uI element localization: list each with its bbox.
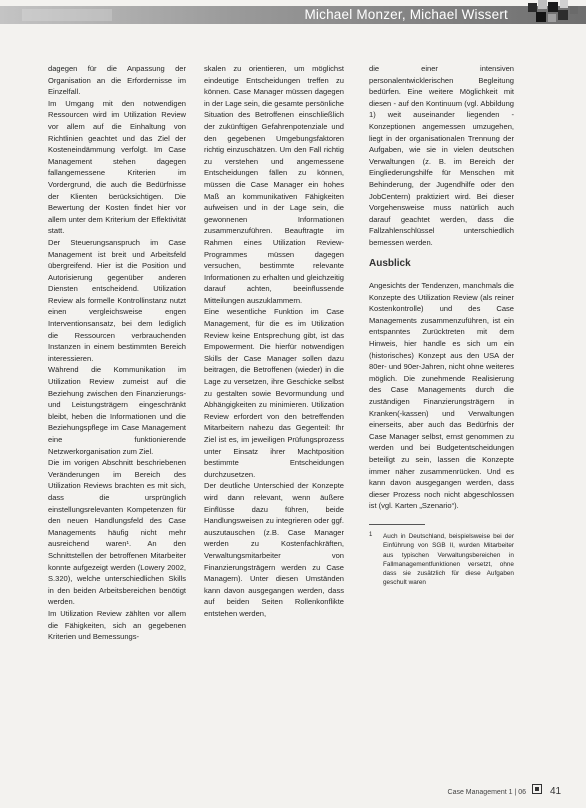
body-paragraph: dagegen für die Anpassung der Organisation an die Erfordernisse im Einzelfall. bbox=[48, 64, 186, 97]
body-paragraph: Im Umgang mit den notwendigen Ressourcen wird im Utilization Review vor allem auf die Einhaltung von Richtlinien geachtet und das Ziel der Kosteneindämmung verfolgt. Im Case Management stehen dagegen fallangemessene Kriterien im Vordergrund, die auch die Bedürfnisse der Klienten berücksichtigen. Die Bewertung der Kosten findet hier vor allem unter dem Kriterium der Effektivität statt. bbox=[48, 98, 186, 236]
footnote-marker: 1 bbox=[369, 531, 373, 538]
footnote bbox=[369, 532, 514, 588]
checkered-logo-graphic bbox=[514, 0, 580, 26]
footnote-text: Auch in Deutschland, beispielsweise bei der Einführung von SGB II, wurden Mitarbeiter aus typischen Verwaltungsbereichen in Fallmanagementfunktionen versetzt, ohne dass sie zusätzlich für diese Aufgaben geschult waren bbox=[383, 532, 514, 587]
body-paragraph: Die im vorigen Abschnitt beschriebenen Veränderungen im Bereich des Utilization Reviews brachten es mit sich, dass die ursprünglich einstellungsrelevanten Kompetenzen für den neuen Handlungsfeld des Case Managements häufig nicht mehr ausreichend waren¹. An den Schnittstellen der betroffenen Mitarbeiter konnte aufgezeigt werden (Lowery 2002, S.320), welche unterschiedlichen Skills in den beiden Arbeitsbereichen benötigt werden. bbox=[48, 458, 186, 607]
body-paragraph: Im Utilization Review zählten vor allem die Fähigkeiten, sich an gegebenen Kriterien und Bemessungs- bbox=[48, 608, 186, 642]
text-column-3 bbox=[369, 63, 514, 588]
header-authors: Michael Monzer, Michael Wissert bbox=[304, 7, 508, 22]
body-paragraph: Der Steuerungsanspruch im Case Management ist breit und Arbeitsfeld übergreifend. Hier ist die Position und Autorisierung gegenüber anderen Diensten entscheidend. Utilization Review als formelle Kontrollinstanz nutzt einen vergleichsweise engen Interventionsansatz, bei dem lediglich die Ressourcen verbrauchenden Instanzen in einem bestimmten Bereich interessieren. bbox=[48, 237, 186, 363]
body-paragraph: Angesichts der Tendenzen, manchmals die Konzepte des Utilization Review (als reiner Kostenkontrolle) und des Case Managements zusammenzuführen, ist ein entspanntes Zurücktreten mit dem Hinweis, hier handle es sich um ein (historisches) Konzept aus den USA der 80er- und 90er-Jahren, nicht ohne weiteres möglich. Die zunehmende Realisierung des Case Managements durch die zuständigen Finanzierungsträgern in Kranken(-kassen) und Verwaltungen einerseits, aber auch das Bedürfnis der Case Manager selbst, ernst genommen zu werden und bei Budgetentscheidungen beteiligt zu sein, lassen die Konzepte immer näher zusammenrücken. Und es kann davon ausgegangen werden, dass dieser Prozess noch nicht abgeschlossen ist (vgl. Karten „Szenario“). bbox=[369, 281, 514, 511]
header-tab-decoration bbox=[22, 9, 112, 21]
text-column-2 bbox=[204, 63, 344, 620]
footnote-divider bbox=[369, 524, 425, 525]
body-paragraph: Der deutliche Unterschied der Konzepte wird dann relevant, wenn äußere Einflüsse dazu führen, beide Handlungsweisen zu integrieren oder ggf. auszutauschen (z.B. Case Manager werden zu Kostenfachkräften, Verwaltungsmitarbeiter von Finanzierungsträgern werden zu Case Managern). Unter diesen Umständen kann davon ausgegangen werden, dass auf beiden Seiten Rollenkonflikte entstehen werden, bbox=[204, 481, 344, 618]
page-number: 41 bbox=[550, 786, 562, 797]
body-paragraph: Eine wesentliche Funktion im Case Management, für die es im Utilization Review keine Entsprechung gibt, ist das Empowerment. Die hierfür notwendigen Skills der Case Manager sollen dazu beitragen, die Betroffenen (wieder) in die Lage zu versetzen, ihre Geschicke selbst zu gestalten sowie Bevormundung und Abhängigkeiten zu minimieren. Utilization Review erfordert von den betreffenden Mitarbeitern nahezu das Gegenteil: Ihr Ziel ist es, im jeweiligen Prüfungsprozess unter Einsatz ihrer Machtposition bestimmte Entscheidungen durchzusetzen. bbox=[204, 307, 344, 479]
footer-journal-title: Case Management 1 | 06 bbox=[447, 789, 526, 796]
body-paragraph: skalen zu orientieren, um möglichst eindeutige Entscheidungen treffen zu können. Case Manager müssen dagegen in der Lage sein, die gesamte persönliche Situation des Betroffenen einschließlich der zukünftigen Gefahrenpotenziale und den gegebenen Umgebungsfaktoren richtig einzuschätzen. Um den Fall richtig zu verstehen und angemessene Entscheidungen fällen zu können, müssen die Case Manager ein hohes Maß an kommunikativen Fähigkeiten aufweisen und in der Lage sein, die gewonnenen Informationen zusammenzuführen. Beauftragte im Rahmen eines Utilization Review-Programmes müssen dagegen versuchen, bestimmte relevante Informationen zu erhalten und gleichzeitig darauf achten, beeinflussende Mitteilungen auszuklammern. bbox=[204, 64, 344, 305]
text-column-1 bbox=[48, 63, 186, 643]
journal-square-icon bbox=[532, 784, 542, 794]
body-paragraph: Während die Kommunikation im Utilization Review zumeist auf die Beziehung zwischen den Finanzierungs- und Leistungsträgern eingeschränkt bleibt, heben die Informationen und die Beziehungspflege im Case Management eine funktionierende Netzwerkorganisation zum Ziel. bbox=[48, 365, 186, 456]
section-heading-ausblick: Ausblick bbox=[369, 257, 411, 269]
running-header bbox=[0, 6, 586, 24]
body-paragraph: die einer intensiven personalentwicklerischen Begleitung bedürfen. Eine weitere Möglichkeit mit diesen - auf den Kontinuum (vgl. Abbildung 1) weit auseinander liegenden - Konzeptionen angemessen umzugehen, liegt in der organisationalen Trennung der Aufgaben, wie sie in vielen deutschen Verwaltungen (z. B. im Bereich der Eingliederungshilfe für Menschen mit Behinderung, der Jugendhilfe oder den JobCentern) praktiziert wird. Bei dieser Vorgehensweise muss natürlich auch darauf geachtet werden, dass die Fallzahlenschlüssel unterschiedlich bemessen werden. bbox=[369, 64, 514, 247]
